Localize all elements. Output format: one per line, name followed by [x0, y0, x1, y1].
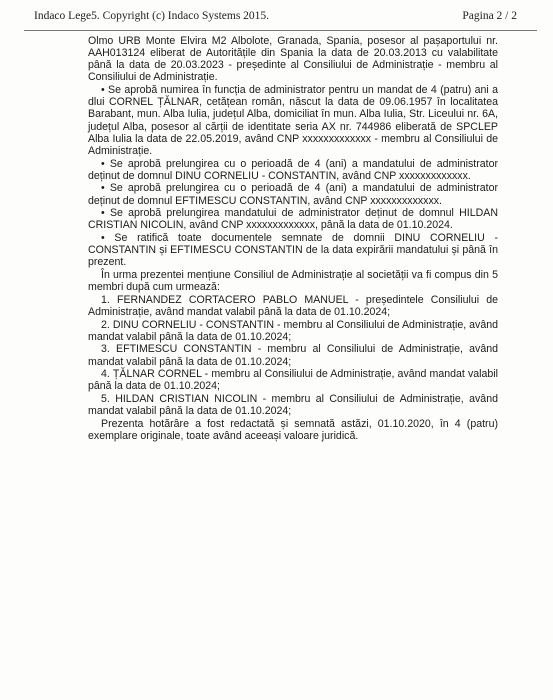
paragraph-continuation: Olmo URB Monte Elvira M2 Albolote, Granada, Spania, posesor al pașaportului nr. AAH013124 eliberat de Autoritățile din Spania la data de 20.03.2013 cu valabilitate până la data de 20.03.2023 - președinte al Consiliului de Administrație - membru al Consiliului de Administrație.: [88, 35, 498, 84]
paragraph-closing: Prezenta hotărâre a fost redactată și semnată astăzi, 01.10.2020, în 4 (patru) exemplare originale, toate având aceeași valoare juridică.: [88, 417, 498, 442]
list-item: 4. ȚĂLNAR CORNEL - membru al Consiliului de Administrație, având mandat valabil până la data de 01.10.2024;: [88, 368, 498, 393]
list-item: 2. DINU CORNELIU - CONSTANTIN - membru al Consiliului de Administrație, având mandat valabil până la data de 01.10.2024;: [88, 318, 498, 343]
paragraph-ratification: • Se ratifică toate documentele semnate de domnii DINU CORNELIU - CONSTANTIN și EFTIMESCU CONSTANTIN de la data expirării mandatului și până în prezent.: [88, 232, 498, 269]
copyright-text: Indaco Lege5. Copyright (c) Indaco Systems 2015.: [34, 10, 270, 22]
paragraph-extension-hildan: • Se aprobă prelungirea mandatului de administrator deținut de domnul HILDAN CRISTIAN NICOLIN, având CNP xxxxxxxxxxxxx, până la data de 01.10.2024.: [88, 207, 498, 232]
list-item: 5. HILDAN CRISTIAN NICOLIN - membru al Consiliului de Administrație, având mandat valabil până la data de 01.10.2024;: [88, 393, 498, 418]
header-divider: [24, 30, 537, 31]
page-header: [34, 10, 517, 22]
paragraph-appointment: • Se aprobă numirea în funcția de administrator pentru un mandat de 4 (patru) ani a dlui CORNEL ȚĂLNAR, cetățean român, născut la data de 09.06.1957 în localitatea Barabant, mun. Alba Iulia, județul Alba, domiciliat în mun. Alba Iulia, Str. Liceului nr. 6A, județul Alba, posesor al cărții de identitate seria AX nr. 744986 eliberată de SPCLEP Alba Iulia la data de 22.05.2019, având CNP xxxxxxxxxxxxx - membru al Consiliului de Administrație.: [88, 84, 498, 157]
paragraph-extension-eftimescu: • Se aprobă prelungirea cu o perioadă de 4 (ani) a mandatului de administrator deținut de domnul EFTIMESCU CONSTANTIN, având CNP xxxxxxxxxxxxx.: [88, 182, 498, 207]
list-item: 1. FERNANDEZ CORTACERO PABLO MANUEL - președintele Consiliului de Administrație, având mandat valabil până la data de 01.10.2024;: [88, 293, 498, 318]
list-item: 3. EFTIMESCU CONSTANTIN - membru al Consiliului de Administrație, având mandat valabil până la data de 01.10.2024;: [88, 343, 498, 368]
document-body: [88, 35, 498, 443]
paragraph-board-composition: În urma prezentei mențiune Consiliul de Administrație al societății va fi compus din 5 membri după cum urmează:: [88, 268, 498, 294]
paragraph-extension-dinu: • Se aprobă prelungirea cu o perioadă de 4 (ani) a mandatului de administrator deținut de domnul DINU CORNELIU - CONSTANTIN, având CNP xxxxxxxxxxxxx.: [88, 157, 498, 182]
page-number: Pagina 2 / 2: [462, 10, 517, 22]
